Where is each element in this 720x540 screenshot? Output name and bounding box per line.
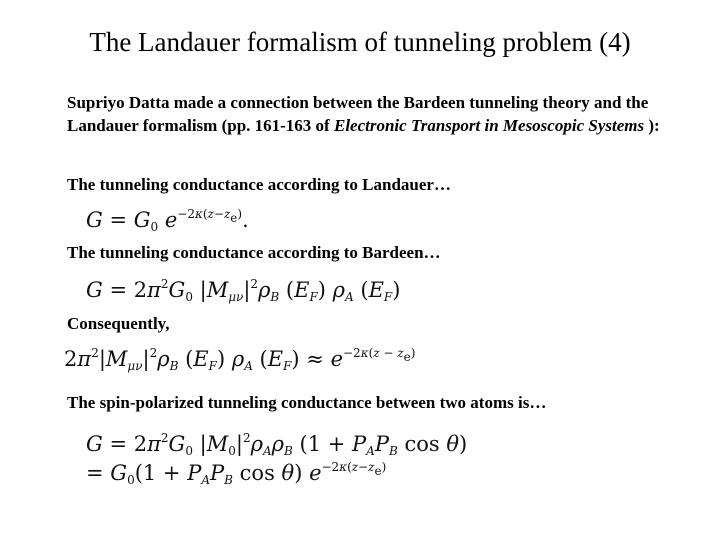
intro-text-end: ):	[644, 116, 660, 135]
landauer-equation: $G = G_0$ $e^{-2\kappa(z-z_e)}$.	[86, 207, 249, 234]
spin-equation-line-2: = $G_0(1 + P_AP_B$ cos θ) $e^{-2\kappa(z-z_e)}$	[86, 460, 387, 487]
slide-title: The Landauer formalism of tunneling problem (4)	[89, 27, 631, 57]
landauer-label: The tunneling conductance according to Landauer…	[67, 175, 451, 194]
book-title: Electronic Transport in Mesoscopic Systems	[333, 116, 645, 135]
consequently-label: Consequently,	[67, 314, 170, 333]
bardeen-equation: $G = 2\pi^2G_0$ $|M_{\mu\nu}|^2\rho_B$ $(E_F)$ $\rho_A$ $(E_F)$	[86, 277, 401, 304]
intro-text: Supriyo Datta made a connection between the Bardeen tunneling theory and the Landauer formalism (pp. 161-163 of	[67, 93, 649, 135]
bardeen-label: The tunneling conductance according to Bardeen…	[67, 243, 441, 262]
spin-polarized-label: The spin-polarized tunneling conductance between two atoms is…	[67, 393, 547, 412]
spin-equation-line-1: $G = 2\pi^2G_0$ $|M_0|^2\rho_A\rho_B$ ($1 + P_AP_B$ cos θ)	[86, 431, 468, 458]
consequently-equation: $2\pi^2|M_{\mu\nu}|^2\rho_B$ $(E_F)$ $\rho_A$ $(E_F) \approx e^{-2\kappa(z - z_e)}$	[64, 346, 416, 373]
intro-paragraph	[67, 91, 687, 137]
